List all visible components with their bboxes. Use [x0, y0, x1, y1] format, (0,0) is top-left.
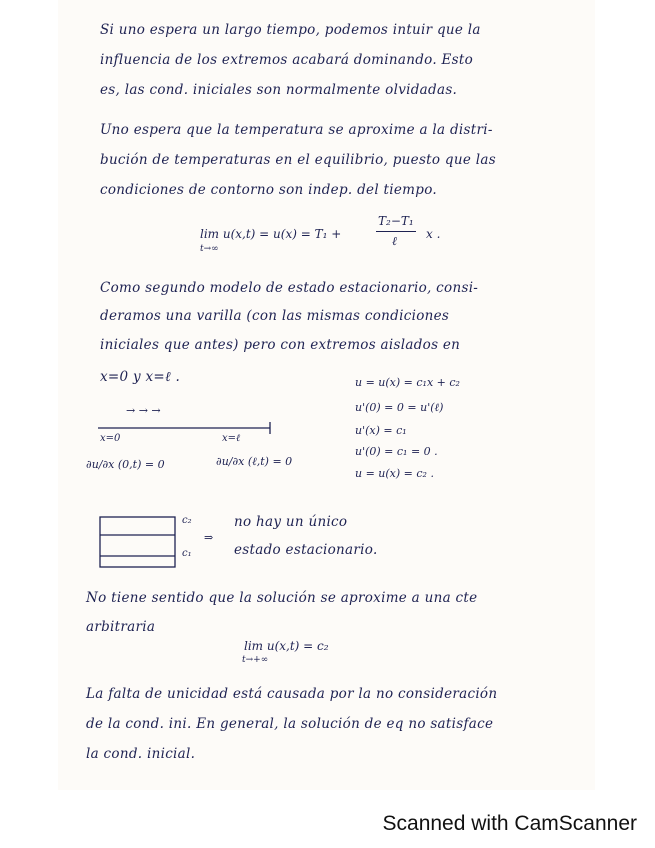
limit-formula-subscript: t→∞	[200, 244, 219, 254]
paragraph-5-line-1: La falta de unicidad está causada por la no consideración	[86, 686, 498, 702]
camscanner-watermark: Scanned with CamScanner	[382, 812, 637, 835]
paragraph-5-line-3: la cond. inicial.	[86, 746, 196, 762]
scanned-page	[58, 0, 595, 790]
paragraph-2-line-3: condiciones de contorno son indep. del tiempo.	[100, 182, 437, 198]
limit-formula-2: lim u(x,t) = c₂	[244, 639, 329, 653]
rod-right-label: x=ℓ	[222, 433, 241, 444]
limit-formula-tail: x .	[426, 227, 441, 241]
rod-left-label: x=0	[100, 433, 121, 444]
boundary-condition-right: ∂u/∂x (ℓ,t) = 0	[216, 455, 293, 468]
implies-arrow: ⇒	[204, 531, 214, 544]
paragraph-1-line-2: influencia de los extremos acabará dominando. Esto	[100, 52, 474, 68]
box-label-c1: c₁	[182, 548, 192, 559]
paragraph-2-line-1: Uno espera que la temperatura se aproxime a la distri-	[100, 122, 493, 138]
paragraph-4-line-1: No tiene sentido que la solución se aproxime a una cte	[86, 590, 478, 606]
no-unique-state-line-2: estado estacionario.	[234, 542, 378, 558]
equation-5: u = u(x) = c₂ .	[355, 467, 434, 480]
paragraph-3-line-1: Como segundo modelo de estado estacionario, consi-	[100, 280, 479, 296]
fraction-numerator: T₂−T₁	[378, 214, 414, 228]
paragraph-1-line-1: Si uno espera un largo tiempo, podemos intuir que la	[100, 22, 481, 38]
paragraph-3-line-4: x=0 y x=ℓ .	[100, 369, 181, 385]
paragraph-1-line-3: es, las cond. iniciales son normalmente olvidadas.	[100, 82, 458, 98]
equation-3: u'(x) = c₁	[355, 424, 407, 437]
boundary-condition-left: ∂u/∂x (0,t) = 0	[86, 458, 165, 471]
limit-formula-lhs: lim u(x,t) = u(x) = T₁ +	[200, 227, 342, 241]
no-unique-state-line-1: no hay un único	[234, 514, 348, 530]
fraction-denominator: ℓ	[392, 234, 397, 248]
flow-arrows: → → →	[126, 404, 161, 417]
box-label-c2: c₂	[182, 515, 192, 526]
paragraph-2-line-2: bución de temperaturas en el equilibrio, puesto que las	[100, 152, 496, 168]
paragraph-4-line-2: arbitraria	[86, 619, 156, 635]
fraction-bar	[376, 231, 416, 232]
paragraph-3-line-2: deramos una varilla (con las mismas condiciones	[100, 308, 450, 324]
equation-1: u = u(x) = c₁x + c₂	[355, 376, 460, 389]
equation-2: u'(0) = 0 = u'(ℓ)	[355, 401, 444, 414]
limit-formula-2-subscript: t→+∞	[242, 655, 269, 665]
rod-line	[98, 418, 298, 438]
paragraph-5-line-2: de la cond. ini. En general, la solución de eq no satisface	[86, 716, 494, 732]
paragraph-3-line-3: iniciales que antes) pero con extremos aislados en	[100, 337, 461, 353]
steady-state-box-diagram	[100, 512, 180, 572]
equation-4: u'(0) = c₁ = 0 .	[355, 445, 438, 458]
